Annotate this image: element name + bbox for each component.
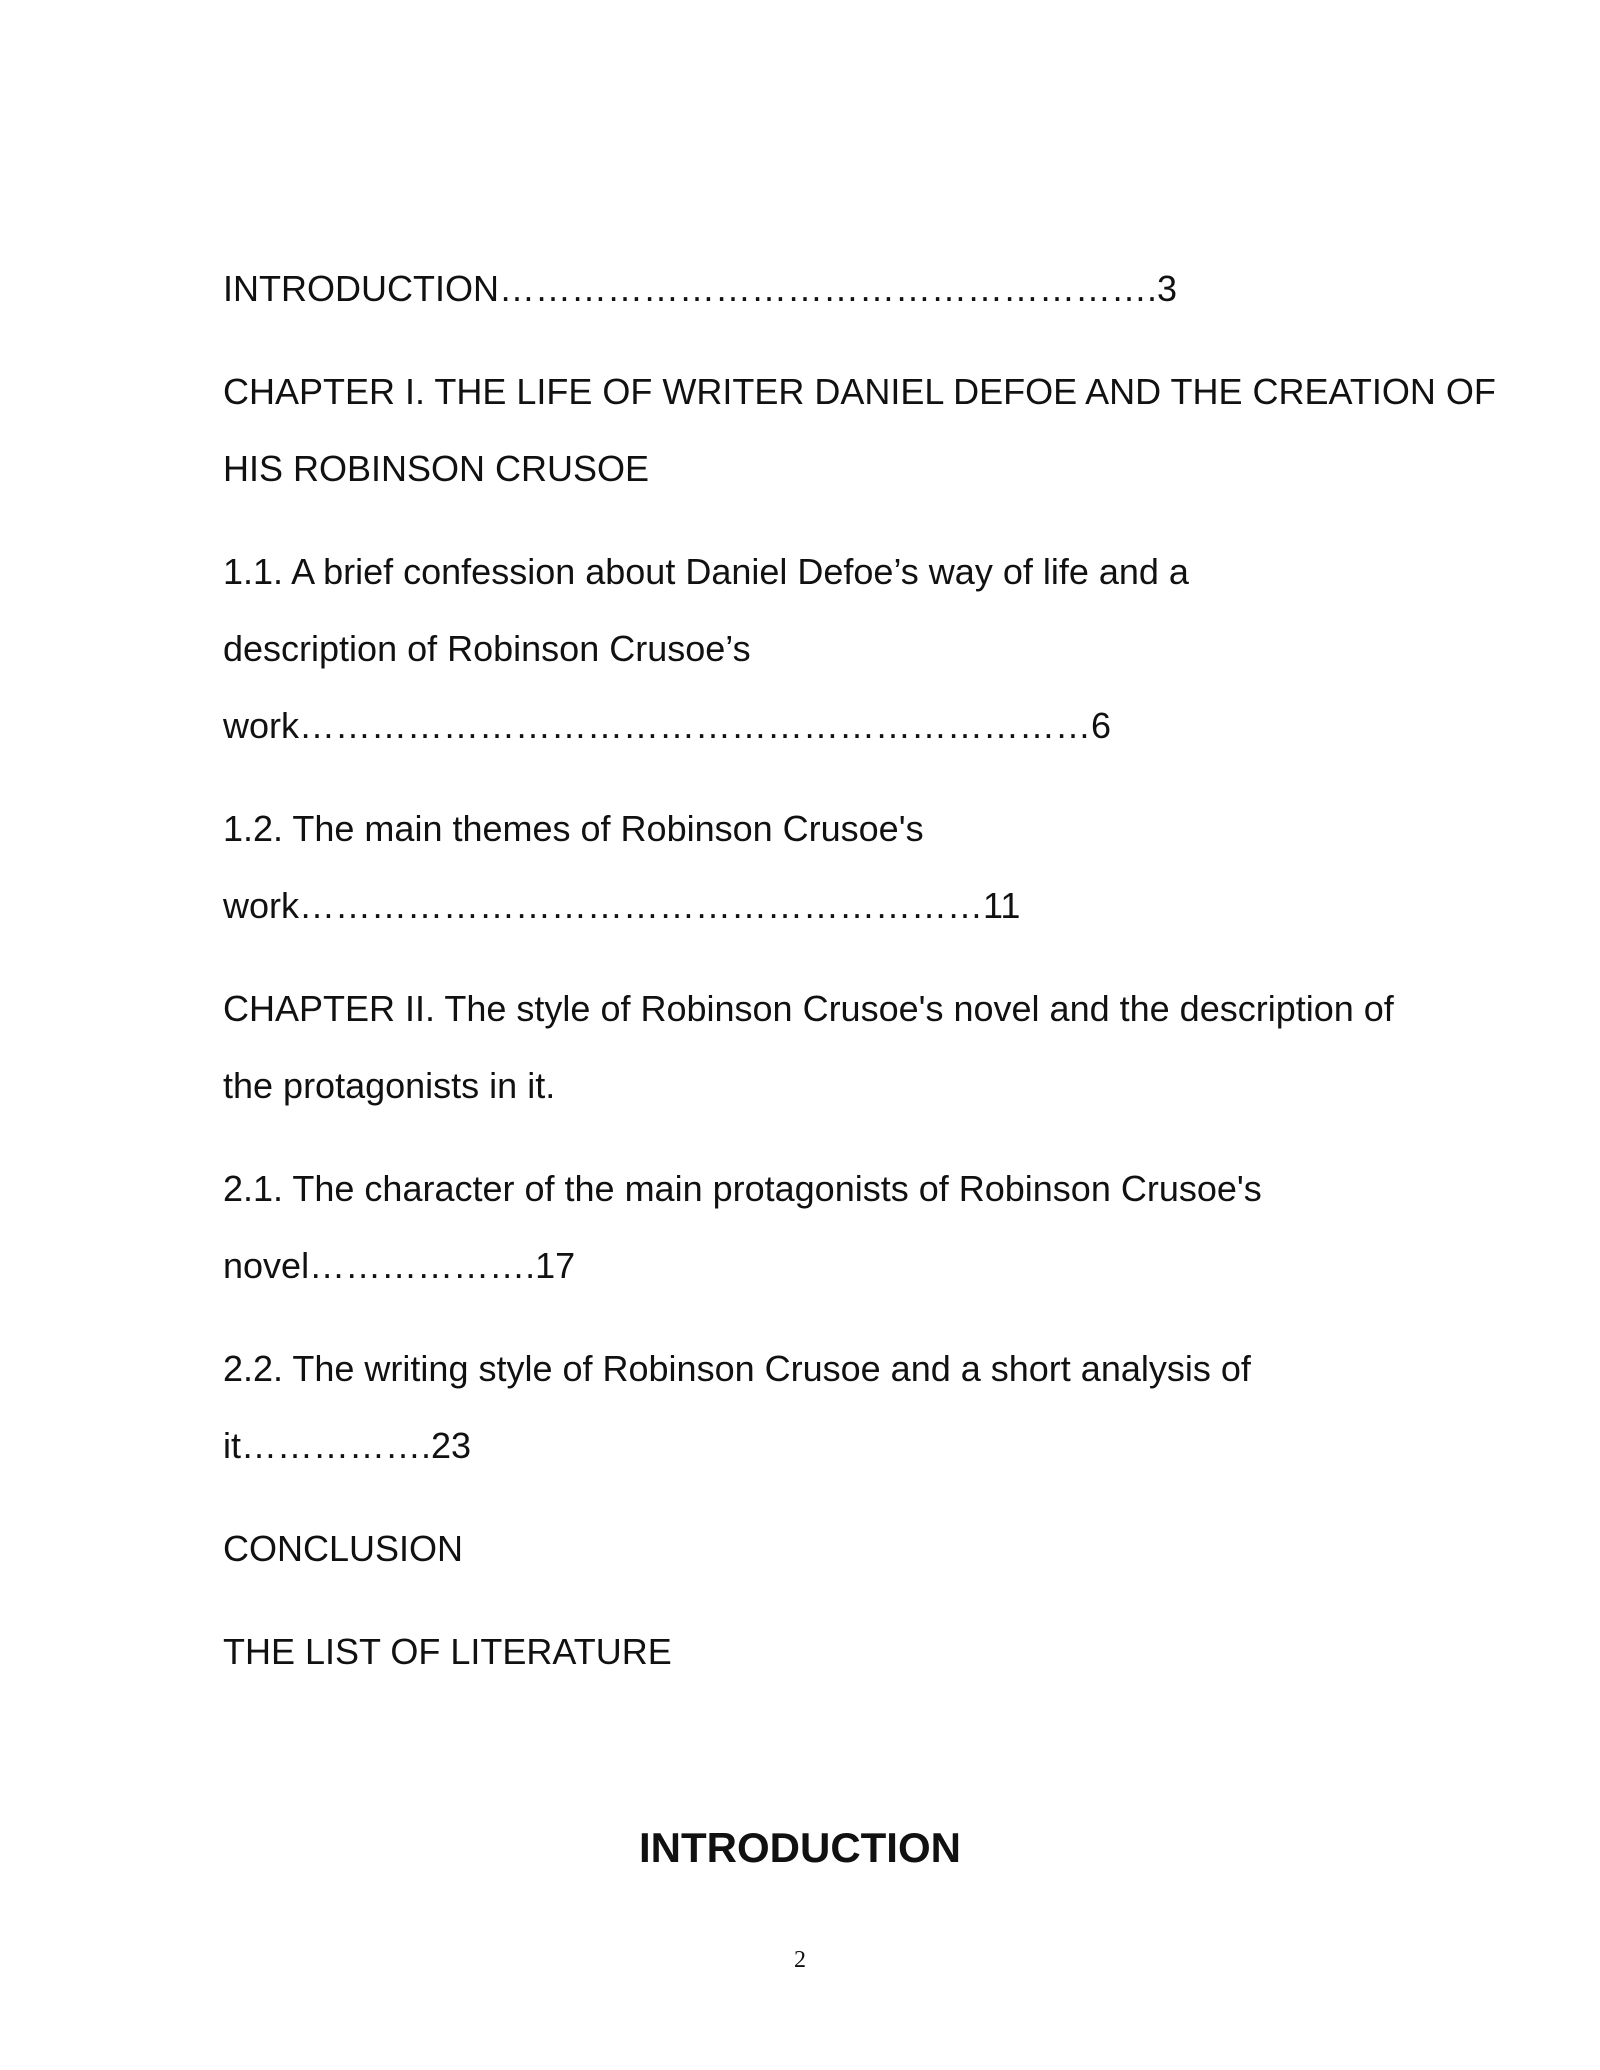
toc-entry-literature [223, 1613, 1453, 1690]
toc-line: CHAPTER II. The style of Robinson Crusoe's novel and the description of [223, 988, 1394, 1029]
page-number: 2 [794, 1947, 806, 1973]
toc-line: CHAPTER I. THE LIFE OF WRITER DANIEL DEFOE AND THE CREATION OF [223, 371, 1496, 412]
toc-entry-conclusion [223, 1510, 1453, 1587]
toc-line: the protagonists in it. [223, 1065, 556, 1106]
toc-line: work…………………………………………………………6 [223, 705, 1112, 746]
toc-entry-section-1-1 [223, 533, 1453, 764]
toc-entry-section-2-1 [223, 1150, 1453, 1304]
toc-line: 1.1. A brief confession about Daniel Defoe’s way of life and a [223, 551, 1189, 592]
toc-line: novel……………….17 [223, 1245, 576, 1286]
toc-line: THE LIST OF LITERATURE [223, 1631, 672, 1672]
toc-line: description of Robinson Crusoe’s [223, 628, 751, 669]
toc-line: 2.1. The character of the main protagonists of Robinson Crusoe's [223, 1168, 1262, 1209]
toc-line: INTRODUCTION……………………………………………….3 [223, 268, 1177, 309]
toc-line: work…………………………………………………11 [223, 885, 1021, 926]
toc-entry-chapter-2 [223, 970, 1453, 1124]
toc-entry-introduction [223, 250, 1453, 327]
toc-entry-section-2-2 [223, 1330, 1453, 1484]
toc-entry-chapter-1 [223, 353, 1496, 507]
toc-line: HIS ROBINSON CRUSOE [223, 448, 650, 489]
toc-line: it…………….23 [223, 1425, 472, 1466]
table-of-contents [223, 250, 1496, 1716]
toc-entry-section-1-2 [223, 790, 1453, 944]
toc-line: 2.2. The writing style of Robinson Crusoe and a short analysis of [223, 1348, 1251, 1389]
toc-line: 1.2. The main themes of Robinson Crusoe's [223, 808, 924, 849]
section-heading: INTRODUCTION [639, 1824, 961, 1871]
toc-line: CONCLUSION [223, 1528, 464, 1569]
